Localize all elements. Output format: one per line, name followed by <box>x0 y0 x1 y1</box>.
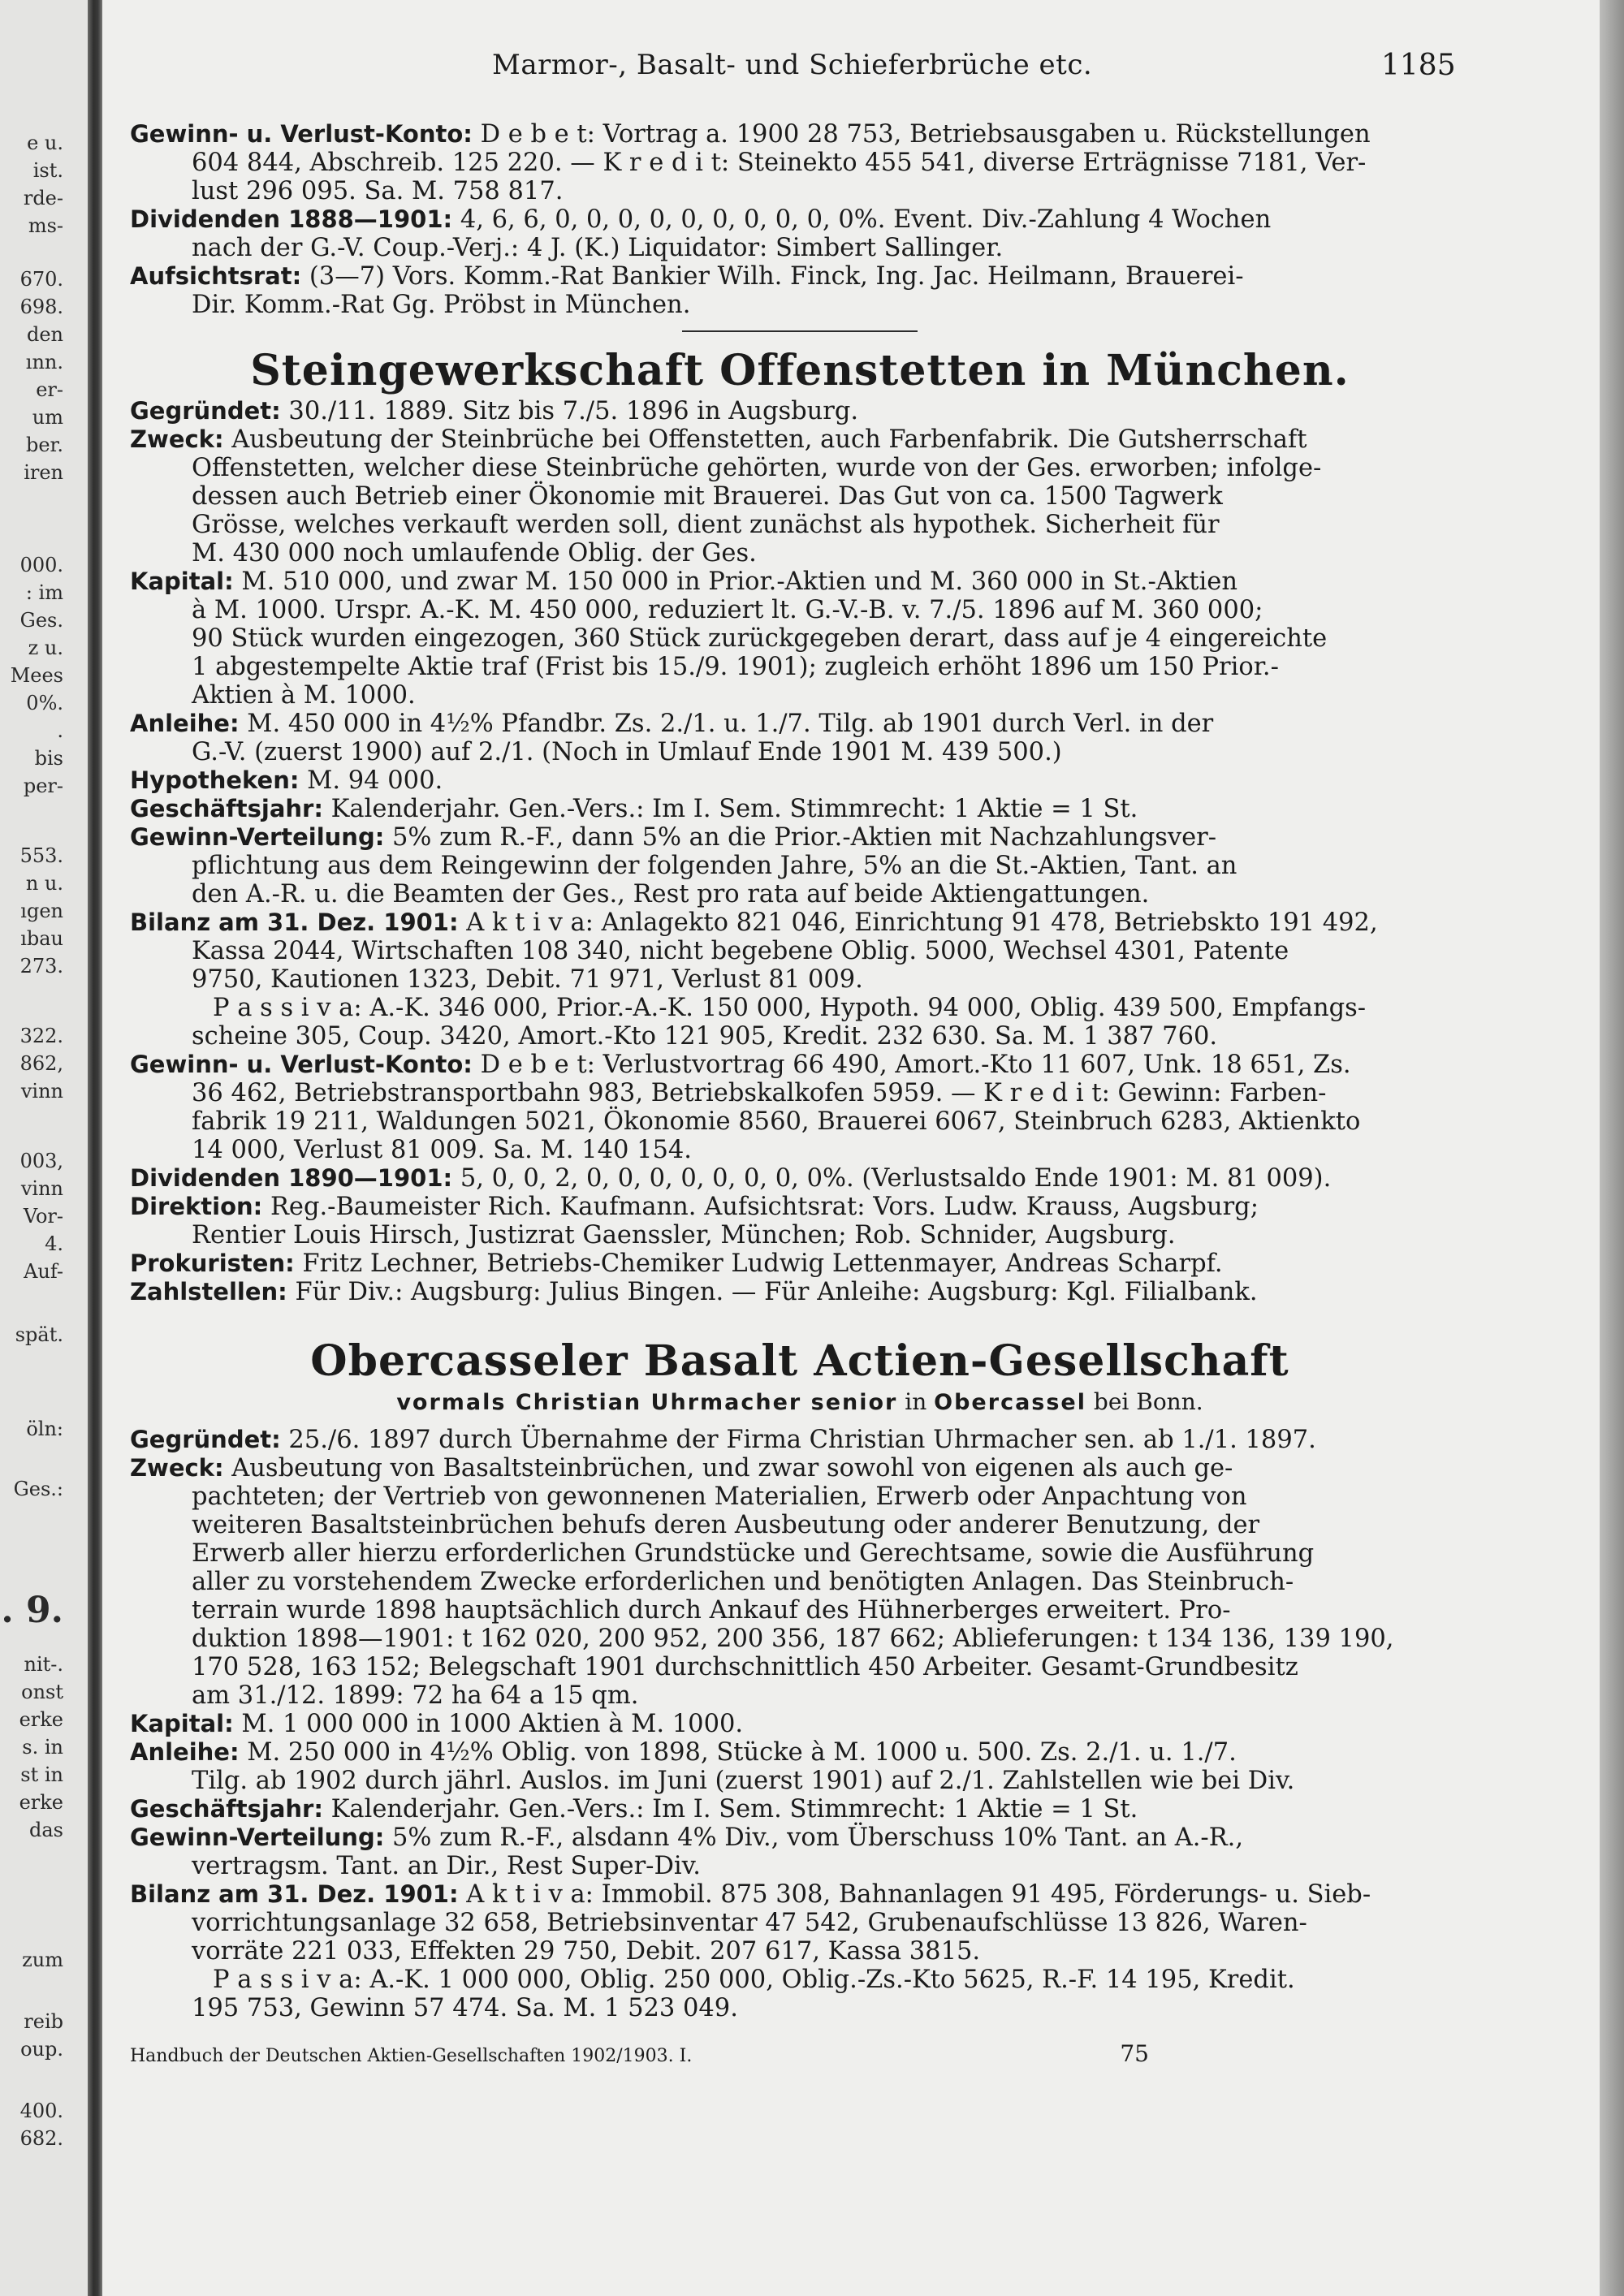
field-text: 25./6. 1897 durch Übernahme der Firma Christian Uhrmacher sen. ab 1./1. 1897. <box>280 1426 1316 1454</box>
entry-line <box>130 1164 1470 1193</box>
field-text: M. 430 000 noch umlaufende Oblig. der Ges. <box>192 539 757 568</box>
field-text: vertragsm. Tant. an Dir., Rest Super-Div. <box>192 1852 701 1880</box>
entry-line <box>130 262 1470 291</box>
field-text: vorrichtungsanlage 32 658, Betriebsinventar 47 542, Grubenaufschlüsse 13 826, Waren- <box>192 1909 1307 1937</box>
entry-line <box>130 1539 1470 1568</box>
field-label: Anleihe: <box>130 710 240 737</box>
margin-fragment: e u. <box>27 132 63 154</box>
field-text: 36 462, Betriebstransportbahn 983, Betriebskalkofen 5959. — K r e d i t: Gewinn: Farben- <box>192 1079 1327 1107</box>
entry-line <box>130 425 1470 454</box>
page-number: 1185 <box>1381 49 1456 82</box>
entry-line <box>130 1482 1470 1511</box>
margin-fragment: 273. <box>19 955 63 978</box>
margin-fragment: vinn <box>20 1177 63 1200</box>
margin-fragment: 553. <box>19 844 63 867</box>
margin-fragment: Ges. <box>19 609 63 632</box>
field-text: M. 450 000 in 4½% Pfandbr. Zs. 2./1. u. 1./7. Tilg. ab 1901 durch Verl. in der <box>239 710 1214 738</box>
margin-fragment: den <box>26 323 63 346</box>
subtitle-place: Obercassel <box>934 1390 1086 1415</box>
subtitle-former-name: vormals Christian Uhrmacher senior <box>396 1390 898 1415</box>
entry-line <box>130 1136 1470 1164</box>
field-text: Tilg. ab 1902 durch jährl. Auslos. im Juni (zuerst 1901) auf 2./1. Zahlstellen wie bei Div. <box>192 1767 1295 1795</box>
field-label: Bilanz am 31. Dez. 1901: <box>130 908 459 936</box>
margin-fragment: öln: <box>26 1418 63 1440</box>
entry-line <box>130 1051 1470 1079</box>
margin-fragment: das <box>29 1819 63 1841</box>
field-label: Gewinn-Verteilung: <box>130 823 385 851</box>
field-text: aller zu vorstehendem Zwecke erforderlichen und benötigten Anlagen. Das Steinbruch- <box>192 1568 1294 1596</box>
field-label: Gegründet: <box>130 1426 281 1453</box>
margin-fragment: zum <box>22 1949 63 1971</box>
margin-fragment: Ges.: <box>13 1478 63 1500</box>
margin-fragment: erke <box>19 1791 63 1814</box>
entry-line <box>130 1767 1470 1795</box>
margin-fragment: 698. <box>19 296 63 318</box>
entry-line <box>130 1852 1470 1880</box>
field-label: Bilanz am 31. Dez. 1901: <box>130 1880 459 1908</box>
entry-line <box>130 965 1470 994</box>
field-text: Kalenderjahr. Gen.-Vers.: Im I. Sem. Stimmrecht: 1 Aktie = 1 St. <box>322 1795 1138 1823</box>
entry-line <box>130 234 1470 262</box>
margin-fragment: rde- <box>23 187 63 209</box>
field-text: Rentier Louis Hirsch, Justizrat Gaenssler, München; Rob. Schnider, Augsburg. <box>192 1221 1176 1249</box>
margin-fragment: 322. <box>19 1025 63 1047</box>
field-text: duktion 1898—1901: t 162 020, 200 952, 200 356, 187 662; Ablieferungen: t 134 136, 139 190, <box>192 1625 1394 1653</box>
field-label: Gewinn- u. Verlust-Konto: <box>130 1051 473 1078</box>
margin-fragment: ms- <box>28 214 63 237</box>
entry-line <box>130 482 1470 511</box>
field-label: Prokuristen: <box>130 1249 295 1277</box>
field-text: 5% zum R.-F., dann 5% an die Prior.-Aktien mit Nachzahlungsver- <box>384 823 1217 852</box>
entry-line <box>130 568 1470 596</box>
field-text: 604 844, Abschreib. 125 220. — K r e d i t: Steinekto 455 541, diverse Erträgnisse 7181, Ver- <box>192 149 1367 177</box>
margin-fragment: iren <box>24 461 63 484</box>
field-text: Ausbeutung von Basaltsteinbrüchen, und zwar sowohl von eigenen als auch ge- <box>223 1454 1233 1482</box>
company-entry <box>130 1426 1470 2022</box>
field-label: Geschäftsjahr: <box>130 795 323 822</box>
field-text: Erwerb aller hierzu erforderlichen Grundstücke und Gerechtsame, sowie die Ausführung <box>192 1539 1315 1568</box>
field-text: den A.-R. u. die Beamten der Ges., Rest pro rata auf beide Aktiengattungen. <box>192 880 1150 908</box>
field-text: Offenstetten, welcher diese Steinbrüche gehörten, wurde von der Ges. erworben; infolge- <box>192 454 1322 482</box>
entry-line <box>130 1511 1470 1539</box>
margin-fragment: bis <box>34 747 63 770</box>
footer-sheet-number: 75 <box>1120 2040 1149 2067</box>
entry-line <box>130 291 1470 319</box>
page-edge-shadow <box>1600 0 1624 2296</box>
margin-fragment: st in <box>20 1763 63 1786</box>
entry-line <box>130 454 1470 482</box>
company-title: Steingewerkschaft Offenstetten in München. <box>250 346 1350 395</box>
field-text: 5, 0, 0, 2, 0, 0, 0, 0, 0, 0, 0, 0%. (Verlustsaldo Ende 1901: M. 81 009). <box>452 1164 1332 1193</box>
entry-line <box>130 852 1470 880</box>
field-label: Geschäftsjahr: <box>130 1795 323 1823</box>
margin-fragment: 000. <box>19 554 63 576</box>
field-label: Dividenden 1888—1901: <box>130 205 453 233</box>
entry-line <box>130 1909 1470 1937</box>
entry-line <box>130 120 1470 149</box>
running-header <box>102 49 1600 89</box>
company-subtitle <box>130 1388 1470 1418</box>
field-text: 14 000, Verlust 81 009. Sa. M. 140 154. <box>192 1136 692 1164</box>
text-column <box>130 120 1470 2069</box>
margin-fragment: reib <box>24 2010 63 2033</box>
field-text: 90 Stück wurden eingezogen, 360 Stück zurückgegeben derart, dass auf je 4 eingereichte <box>192 624 1328 653</box>
entry-line <box>130 397 1470 425</box>
margin-fragment: Vor- <box>23 1205 63 1228</box>
entry-line <box>130 738 1470 766</box>
field-text: D e b e t: Vortrag a. 1900 28 753, Betriebsausgaben u. Rückstellungen <box>472 120 1371 149</box>
entry-line <box>130 1221 1470 1249</box>
previous-entry-tail <box>130 120 1470 319</box>
entry-line <box>130 880 1470 908</box>
footer-source: Handbuch der Deutschen Aktien-Gesellschaften 1902/1903. I. <box>130 2046 693 2066</box>
entry-line <box>130 710 1470 738</box>
entry-line <box>130 177 1470 205</box>
entry-line <box>130 149 1470 177</box>
field-text: fabrik 19 211, Waldungen 5021, Ökonomie 8560, Brauerei 6067, Steinbruch 6283, Aktienkto <box>192 1107 1361 1136</box>
field-text: à M. 1000. Urspr. A.-K. M. 450 000, reduziert lt. G.-V.-B. v. 7./5. 1896 auf M. 360 000; <box>192 596 1263 624</box>
field-text: 30./11. 1889. Sitz bis 7./5. 1896 in Augsburg. <box>280 397 859 425</box>
field-label: Aufsichtsrat: <box>130 262 302 290</box>
entry-line <box>130 653 1470 681</box>
field-text: M. 510 000, und zwar M. 150 000 in Prior.-Aktien und M. 360 000 in St.-Aktien <box>233 568 1237 596</box>
entry-line <box>130 1022 1470 1051</box>
field-label: Anleihe: <box>130 1738 240 1766</box>
field-label: Dividenden 1890—1901: <box>130 1164 453 1192</box>
entry-line <box>130 205 1470 234</box>
margin-fragment: 0%. <box>26 692 63 714</box>
margin-fragment: s. in <box>22 1736 63 1759</box>
field-label: Kapital: <box>130 1710 234 1737</box>
margin-fragment: 670. <box>19 268 63 291</box>
field-text: Dir. Komm.-Rat Gg. Pröbst in München. <box>192 291 691 319</box>
field-text: M. 250 000 in 4½% Oblig. von 1898, Stücke à M. 1000 u. 500. Zs. 2./1. u. 1./7. <box>239 1738 1237 1767</box>
margin-fragment: ıbau <box>20 927 63 950</box>
entry-line <box>130 1568 1470 1596</box>
entry-line <box>130 1426 1470 1454</box>
field-text: Aktien à M. 1000. <box>192 681 416 710</box>
field-label: Gegründet: <box>130 397 281 425</box>
field-label: Gewinn- u. Verlust-Konto: <box>130 120 473 148</box>
entry-line <box>130 1738 1470 1767</box>
margin-fragment: : im <box>25 581 63 604</box>
field-text: lust 296 095. Sa. M. 758 817. <box>192 177 564 205</box>
entry-line <box>130 596 1470 624</box>
entry-line <box>130 1937 1470 1966</box>
field-text: Reg.-Baumeister Rich. Kaufmann. Aufsichtsrat: Vors. Ludw. Krauss, Augsburg; <box>262 1193 1259 1221</box>
running-title: Marmor-, Basalt- und Schieferbrüche etc. <box>492 49 1093 81</box>
field-text: am 31./12. 1899: 72 ha 64 a 15 qm. <box>192 1681 639 1710</box>
margin-fragment: spät. <box>15 1323 63 1346</box>
margin-fragment: n u. <box>25 872 63 895</box>
entry-line <box>130 1994 1470 2022</box>
margin-fragment: erke <box>19 1708 63 1731</box>
field-text: Grösse, welches verkauft werden soll, dient zunächst als hypothek. Sicherheit für <box>192 511 1220 539</box>
field-text: 4, 6, 6, 0, 0, 0, 0, 0, 0, 0, 0, 0, 0%. Event. Div.-Zahlung 4 Wochen <box>452 205 1272 234</box>
field-label: Zahlstellen: <box>130 1278 287 1306</box>
margin-fragment: z u. <box>28 637 63 659</box>
subtitle-connector: in <box>897 1388 935 1415</box>
field-text: pachteten; der Vertrieb von gewonnenen Materialien, Erwerb oder Anpachtung von <box>192 1482 1247 1511</box>
margin-fragment: ist. <box>32 159 63 182</box>
entry-line <box>130 795 1470 823</box>
entry-line <box>130 823 1470 852</box>
entry-line <box>130 1625 1470 1653</box>
field-text: 9750, Kautionen 1323, Debit. 71 971, Verlust 81 009. <box>192 965 863 994</box>
field-text: A k t i v a: Immobil. 875 308, Bahnanlagen 91 495, Förderungs- u. Sieb- <box>458 1880 1371 1909</box>
field-text: (3—7) Vors. Komm.-Rat Bankier Wilh. Finck, Ing. Jac. Heilmann, Brauerei- <box>301 262 1244 291</box>
field-label: Gewinn-Verteilung: <box>130 1823 385 1851</box>
entry-line <box>130 994 1470 1022</box>
field-text: P a s s i v a: A.-K. 346 000, Prior.-A.-K. 150 000, Hypoth. 94 000, Oblig. 439 500, Empfangs- <box>213 994 1367 1022</box>
field-label: Zweck: <box>130 1454 224 1482</box>
margin-fragment: ınn. <box>25 351 63 373</box>
margin-fragment: oup. <box>20 2038 63 2061</box>
entry-line <box>130 1079 1470 1107</box>
entry-line <box>130 1880 1470 1909</box>
margin-fragment: Auf- <box>24 1260 63 1283</box>
entry-line <box>130 1278 1470 1306</box>
margin-fragment: 682. <box>19 2127 63 2150</box>
field-text: M. 94 000. <box>299 766 443 795</box>
entry-line <box>130 1249 1470 1278</box>
entry-line <box>130 1193 1470 1221</box>
entry-line <box>130 1653 1470 1681</box>
field-text: vorräte 221 033, Effekten 29 750, Debit. 207 617, Kassa 3815. <box>192 1937 981 1966</box>
field-label: Hypotheken: <box>130 766 300 794</box>
entry-line <box>130 1966 1470 1994</box>
field-text: dessen auch Betrieb einer Ökonomie mit Brauerei. Das Gut von ca. 1500 Tagwerk <box>192 482 1223 511</box>
field-text: Kassa 2044, Wirtschaften 108 340, nicht begebene Oblig. 5000, Wechsel 4301, Patente <box>192 937 1289 965</box>
field-label: Kapital: <box>130 568 234 595</box>
field-text: 5% zum R.-F., alsdann 4% Div., vom Überschuss 10% Tant. an A.-R., <box>384 1823 1244 1852</box>
field-text: A k t i v a: Anlagekto 821 046, Einrichtung 91 478, Betriebskto 191 492, <box>458 908 1378 937</box>
field-text: P a s s i v a: A.-K. 1 000 000, Oblig. 250 000, Oblig.-Zs.-Kto 5625, R.-F. 14 195, Kredit. <box>213 1966 1295 1994</box>
field-text: scheine 305, Coup. 3420, Amort.-Kto 121 905, Kredit. 232 630. Sa. M. 1 387 760. <box>192 1022 1218 1051</box>
field-text: Fritz Lechner, Betriebs-Chemiker Ludwig Lettenmayer, Andreas Scharpf. <box>294 1249 1223 1278</box>
entry-line <box>130 624 1470 653</box>
field-text: Für Div.: Augsburg: Julius Bingen. — Für Anleihe: Augsburg: Kgl. Filialbank. <box>287 1278 1258 1306</box>
field-text: 1 abgestempelte Aktie traf (Frist bis 15./9. 1901); zugleich erhöht 1896 um 150 Prior.- <box>192 653 1279 681</box>
adjacent-page-fragment <box>0 0 88 2296</box>
entry-line <box>130 1823 1470 1852</box>
entry-line <box>130 1795 1470 1823</box>
entry-line <box>130 1596 1470 1625</box>
field-text: 170 528, 163 152; Belegschaft 1901 durchschnittlich 450 Arbeiter. Gesamt-Grundbesitz <box>192 1653 1298 1681</box>
field-text: Ausbeutung der Steinbrüche bei Offenstetten, auch Farbenfabrik. Die Gutsherrschaft <box>223 425 1307 454</box>
field-text: G.-V. (zuerst 1900) auf 2./1. (Noch in Umlauf Ende 1901 M. 439 500.) <box>192 738 1062 766</box>
entry-line <box>130 1107 1470 1136</box>
entry-line <box>130 937 1470 965</box>
margin-fragment: ber. <box>25 434 63 456</box>
subtitle-tail: bei Bonn. <box>1086 1388 1203 1415</box>
margin-fragment: 003, <box>19 1150 63 1172</box>
entry-line <box>130 908 1470 937</box>
field-text: M. 1 000 000 in 1000 Aktien à M. 1000. <box>233 1710 744 1738</box>
entry-line <box>130 511 1470 539</box>
margin-fragment: um <box>32 406 63 429</box>
field-text: terrain wurde 1898 hauptsächlich durch Ankauf des Hühnerberges erweitert. Pro- <box>192 1596 1231 1625</box>
margin-fragment: er- <box>36 378 63 401</box>
margin-fragment: onst <box>21 1681 63 1703</box>
entry-line <box>130 1710 1470 1738</box>
margin-fragment: 862, <box>19 1052 63 1075</box>
field-label: Zweck: <box>130 425 224 453</box>
entry-line <box>130 1681 1470 1710</box>
field-label: Direktion: <box>130 1193 263 1220</box>
field-text: 195 753, Gewinn 57 474. Sa. M. 1 523 049. <box>192 1994 738 2022</box>
entry-line <box>130 681 1470 710</box>
field-text: pflichtung aus dem Reingewinn der folgenden Jahre, 5% an die St.-Aktien, Tant. an <box>192 852 1237 880</box>
margin-fragment: nit-. <box>24 1653 63 1676</box>
margin-fragment: . <box>57 719 63 742</box>
entry-line <box>130 539 1470 568</box>
field-text: weiteren Basaltsteinbrüchen behufs deren Ausbeutung oder anderer Benutzung, der <box>192 1511 1260 1539</box>
margin-fragment: Mees <box>10 664 63 687</box>
entry-line <box>130 1454 1470 1482</box>
margin-fragment: ıgen <box>20 900 63 922</box>
book-gutter <box>88 0 102 2296</box>
field-text: Kalenderjahr. Gen.-Vers.: Im I. Sem. Stimmrecht: 1 Aktie = 1 St. <box>322 795 1138 823</box>
margin-fragment: vinn <box>20 1080 63 1103</box>
margin-fragment: per- <box>23 775 63 797</box>
field-text: nach der G.-V. Coup.-Verj.: 4 J. (K.) Liquidator: Simbert Sallinger. <box>192 234 1004 262</box>
company-title: Obercasseler Basalt Actien-Gesellschaft <box>310 1336 1289 1386</box>
entry-line <box>130 766 1470 795</box>
margin-fragment: 4. <box>45 1232 63 1255</box>
page-footer <box>130 2042 1470 2069</box>
company-entry <box>130 397 1470 1306</box>
field-text: D e b e t: Verlustvortrag 66 490, Amort.-Kto 11 607, Unk. 18 651, Zs. <box>472 1051 1351 1079</box>
section-divider <box>682 330 918 332</box>
margin-fragment: 400. <box>19 2100 63 2122</box>
margin-fragment: . 9. <box>1 1590 63 1631</box>
